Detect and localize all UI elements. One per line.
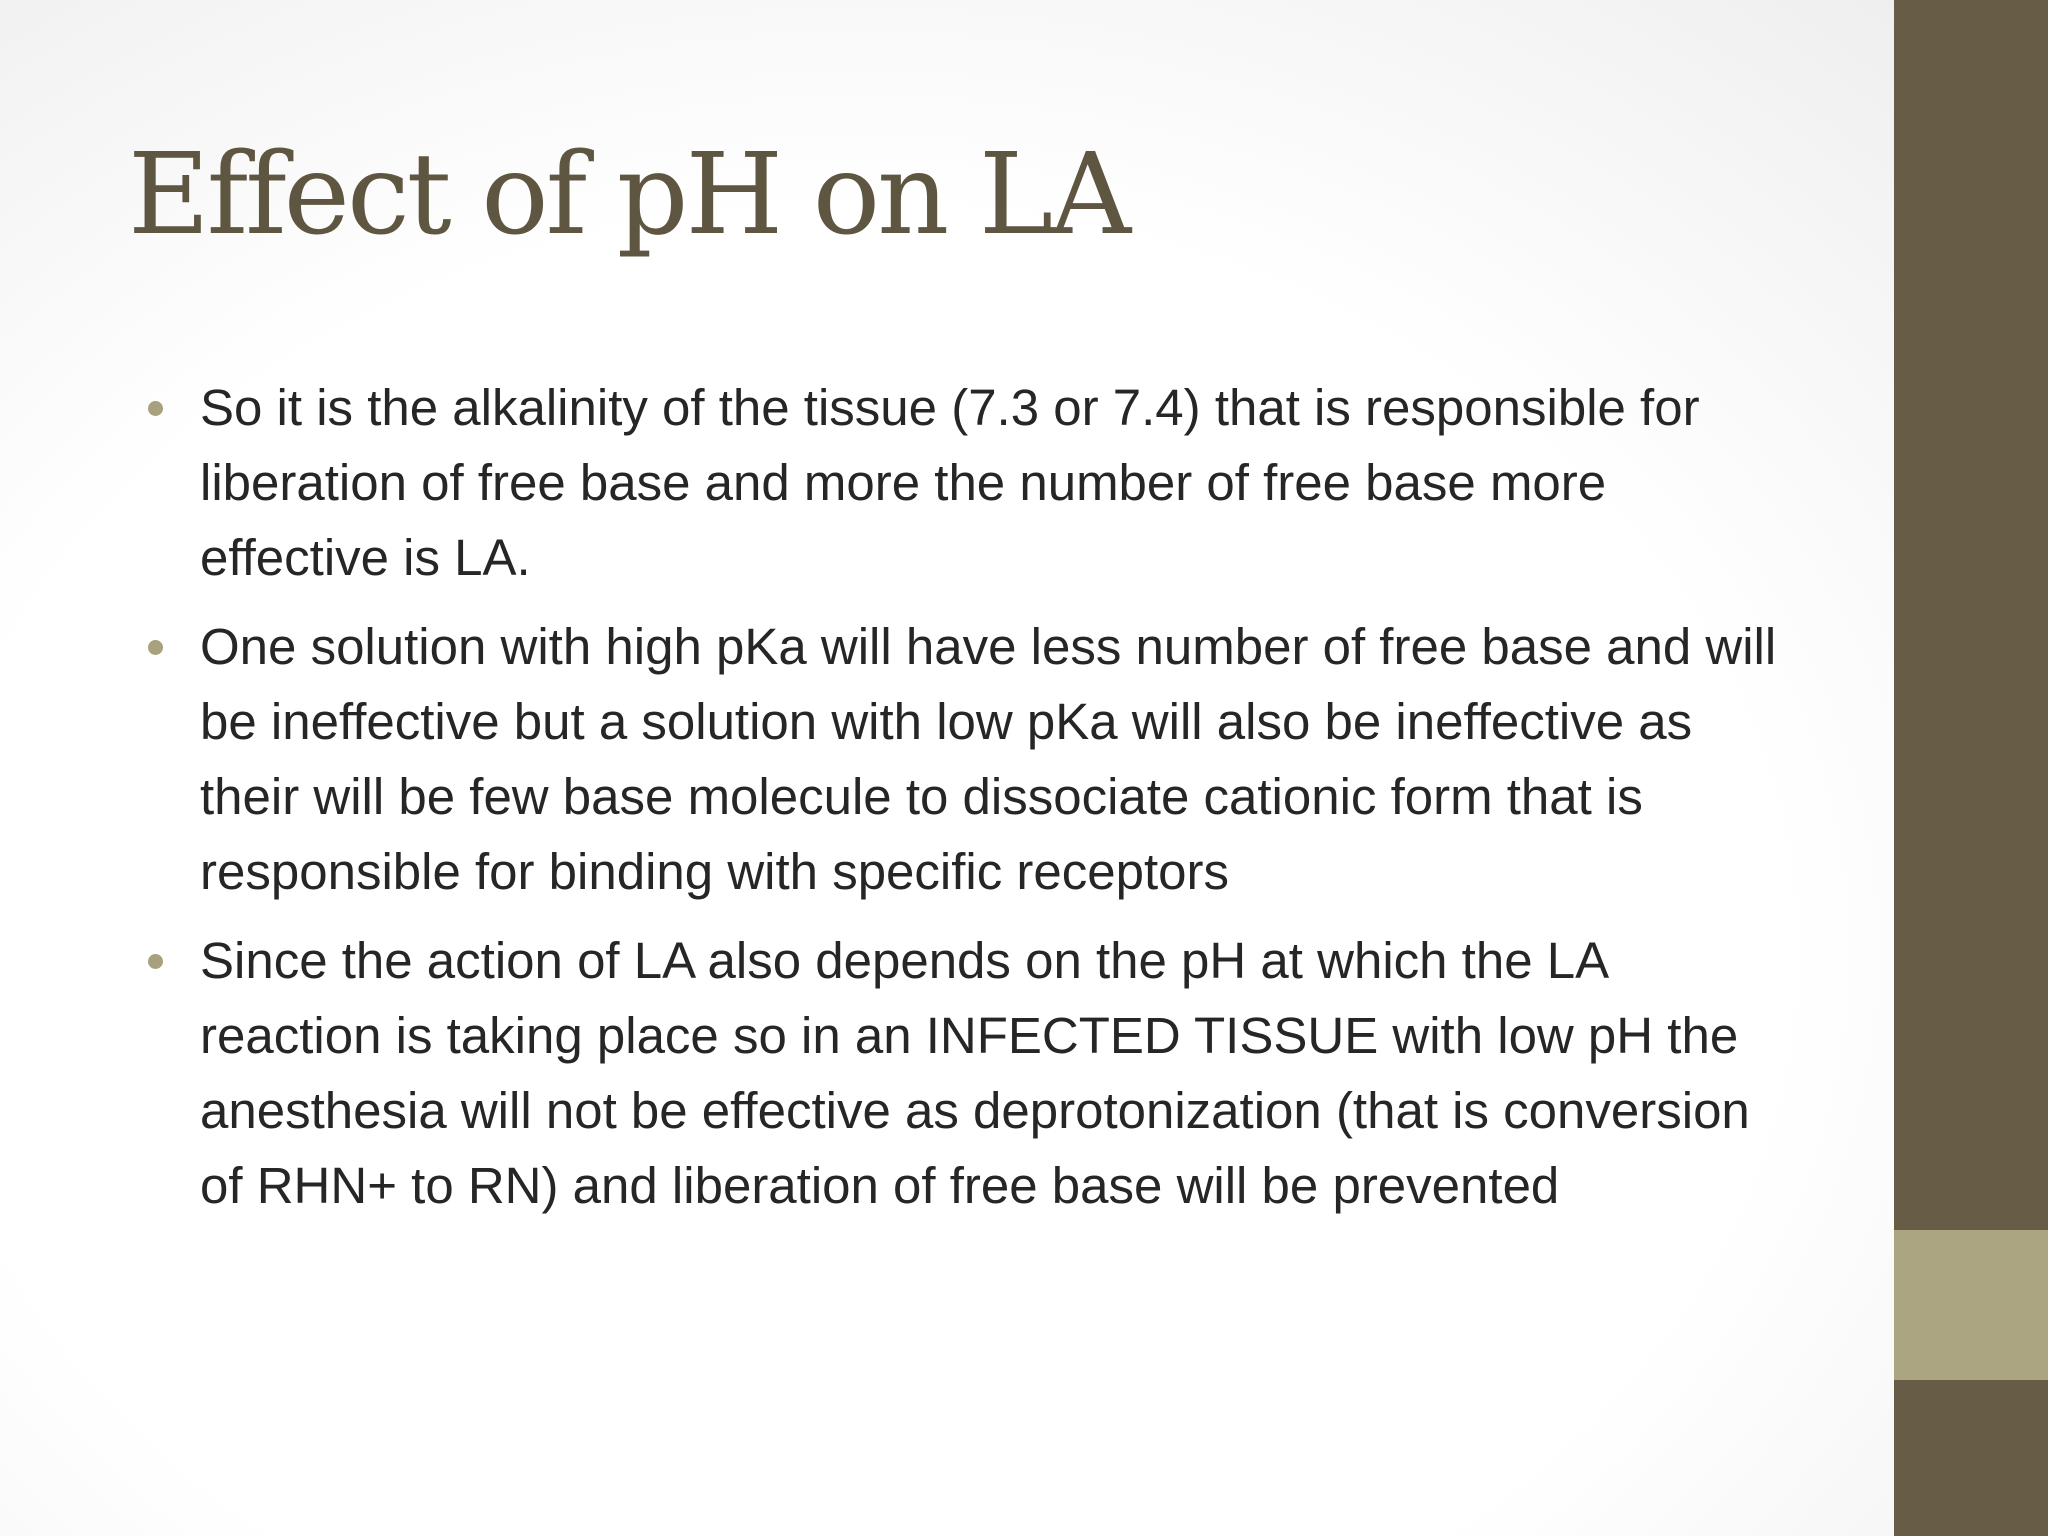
side-bar-accent bbox=[1894, 1230, 2048, 1380]
bullet-dot-icon bbox=[148, 401, 163, 416]
bullet-list bbox=[140, 370, 1780, 1237]
bullet-dot-icon bbox=[148, 954, 163, 969]
bullet-dot-icon bbox=[148, 640, 163, 655]
bullet-text: So it is the alkalinity of the tissue (7.3 or 7.4) that is responsible for liberation of free base and more the number of free base more effective is LA. bbox=[200, 379, 1700, 586]
bullet-item bbox=[140, 370, 1780, 595]
bullet-text: Since the action of LA also depends on the pH at which the LA reaction is taking place so in an INFECTED TISSUE with low pH the anesthesia will not be effective as deprotonization (that is conversion of RHN+ to RN) and liberation of free base will be prevented bbox=[200, 932, 1750, 1214]
slide-title: Effect of pH on LA bbox=[128, 130, 1129, 260]
bullet-text: One solution with high pKa will have less number of free base and will be ineffective but a solution with low pKa will also be ineffective as their will be few base molecule to dissociate cationic form that is responsible for binding with specific receptors bbox=[200, 618, 1777, 900]
bullet-item bbox=[140, 923, 1780, 1223]
bullet-item bbox=[140, 609, 1780, 909]
